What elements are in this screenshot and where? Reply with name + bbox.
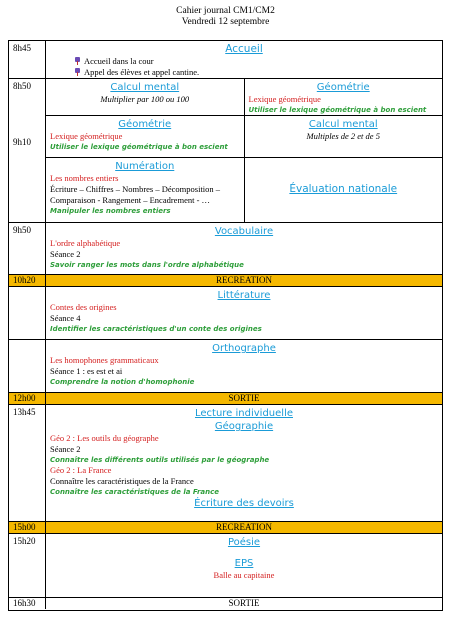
time-cell: 9h50	[13, 225, 31, 235]
time-cell: 13h45	[13, 407, 36, 417]
subject-title: Lecture individuelle	[194, 408, 293, 419]
lesson-title: Les nombres entiers	[50, 173, 119, 183]
pushpin-icon	[74, 68, 81, 76]
subject-title: Poésie	[227, 537, 261, 548]
table-row	[9, 522, 442, 534]
lesson-title: Balle au capitaine	[213, 570, 275, 580]
time-cell: 12h00	[13, 393, 36, 403]
lesson-title: Lexique géométrique	[248, 94, 321, 104]
lesson-desc: Multiples de 2 et de 5	[306, 131, 380, 141]
break-label: RECREATION	[45, 275, 442, 286]
pushpin-icon	[74, 57, 81, 65]
subject-title: Géographie	[214, 421, 274, 432]
subject-title: Orthographe	[212, 343, 276, 354]
break-label: SORTIE	[45, 393, 442, 404]
lesson-title: L'ordre alphabétique	[50, 238, 121, 248]
table-row	[9, 79, 442, 223]
table-row	[9, 393, 442, 405]
subject-title: Géométrie	[118, 119, 172, 130]
objective-text: Comprendre la notion d'homophonie	[50, 378, 195, 386]
objective-text: Utiliser le lexique géométrique à bon escient	[248, 106, 427, 114]
table-row	[9, 287, 442, 340]
objective-text: Connaître les différents outils utilisés par le géographe	[50, 456, 270, 464]
table-row	[9, 598, 442, 610]
subject-title: EPS	[234, 558, 254, 569]
subject-title: Calcul mental	[110, 82, 180, 93]
time-cell: 10h20	[13, 275, 36, 285]
subject-title: Littérature	[217, 290, 271, 301]
lesson-title: Les homophones grammaticaux	[50, 355, 159, 365]
subject-title: Vocabulaire	[214, 226, 274, 237]
lesson-text: Connaître les caractéristiques de la France	[50, 476, 194, 486]
table-row	[9, 405, 442, 522]
table-row	[9, 275, 442, 287]
page-title: Cahier journal CM1/CM2	[176, 6, 275, 16]
bullet-list	[74, 56, 438, 78]
list-item: Accueil dans la cour	[74, 56, 438, 67]
lesson-title: Lexique géométrique	[50, 131, 123, 141]
lesson-text: Séance 2	[50, 444, 81, 454]
lesson-title: Géo 2 : La France	[50, 465, 112, 475]
lesson-text: Séance 1 : es est et ai	[50, 366, 123, 376]
time-cell: 9h10	[13, 137, 31, 147]
page-header	[0, 6, 451, 28]
objective-text: Connaître les caractéristiques de la France	[50, 488, 219, 496]
lesson-text: Écriture – Chiffres – Nombres – Décomposition – Comparaison - Rangement – Encadrement - …	[50, 184, 221, 205]
subject-title: Accueil	[225, 43, 263, 55]
schedule-table	[8, 40, 443, 611]
time-cell: 8h45	[13, 43, 31, 53]
time-cell: 16h30	[13, 598, 36, 608]
break-label: SORTIE	[45, 598, 442, 609]
table-row	[9, 223, 442, 275]
time-cell: 15h20	[13, 536, 36, 546]
lesson-title: Contes des origines	[50, 302, 117, 312]
objective-text: Identifier les caractéristiques d'un conte des origines	[50, 325, 262, 333]
page-date: Vendredi 12 septembre	[181, 17, 270, 27]
lesson-text: Séance 2	[50, 249, 81, 259]
objective-text: Savoir ranger les mots dans l'ordre alphabétique	[50, 261, 244, 269]
lesson-text: Séance 4	[50, 313, 81, 323]
subject-title: Géométrie	[316, 82, 370, 93]
break-label: RECREATION	[45, 522, 442, 533]
subject-title: Calcul mental	[308, 119, 378, 130]
subject-title: Numération	[115, 161, 175, 172]
subject-title: Écriture des devoirs	[194, 498, 294, 509]
table-row	[9, 534, 442, 598]
time-cell: 8h50	[13, 81, 31, 91]
list-item: Appel des élèves et appel cantine.	[74, 67, 438, 78]
objective-text: Utiliser le lexique géométrique à bon escient	[50, 143, 228, 151]
lesson-title: Géo 2 : Les outils du géographe	[50, 433, 159, 443]
table-row	[9, 340, 442, 393]
table-row	[9, 41, 442, 79]
subject-title: Évaluation nationale	[289, 183, 398, 195]
time-cell: 15h00	[13, 522, 36, 532]
lesson-desc: Multiplier par 100 ou 100	[100, 94, 190, 104]
objective-text: Manipuler les nombres entiers	[50, 207, 171, 215]
